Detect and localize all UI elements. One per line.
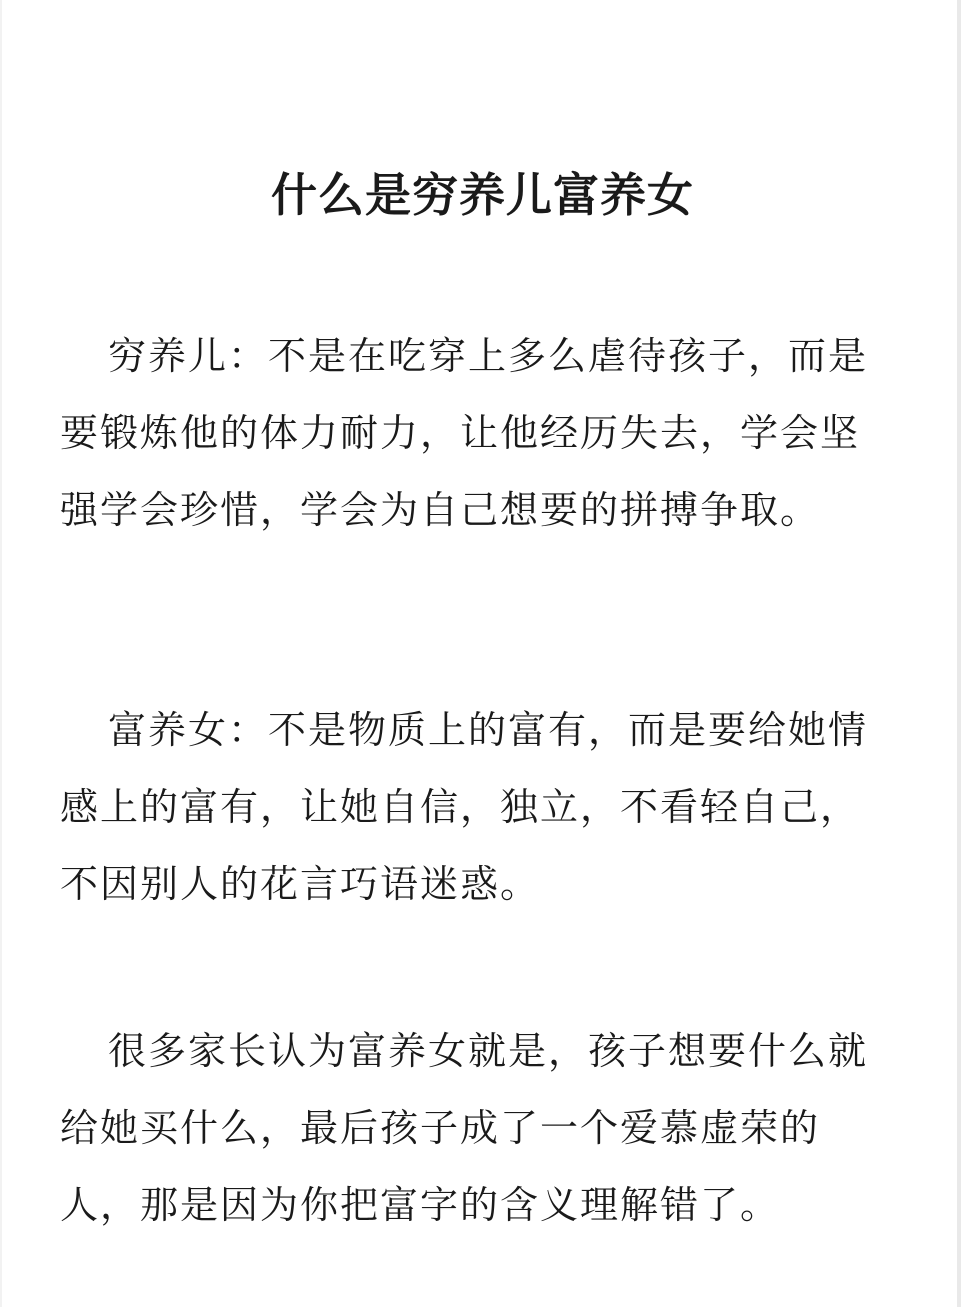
paragraph-rich-raising-daughters: 富养女：不是物质上的富有，而是要给她情感上的富有，让她自信，独立，不看轻自己，不因别人的花言巧语迷惑。	[60, 708, 869, 906]
paragraph-poor-raising-sons: 穷养儿：不是在吃穿上多么虐待孩子，而是要锻炼他的体力耐力，让他经历失去，学会坚强学会珍惜，学会为自己想要的拼搏争取。	[60, 334, 869, 532]
paragraph-parents-misunderstanding: 很多家长认为富养女就是，孩子想要什么就给她买什么，最后孩子成了一个爱慕虚荣的人，那是因为你把富字的含义理解错了。	[60, 1029, 869, 1227]
page-title: 什么是穷养儿富养女	[271, 168, 694, 222]
